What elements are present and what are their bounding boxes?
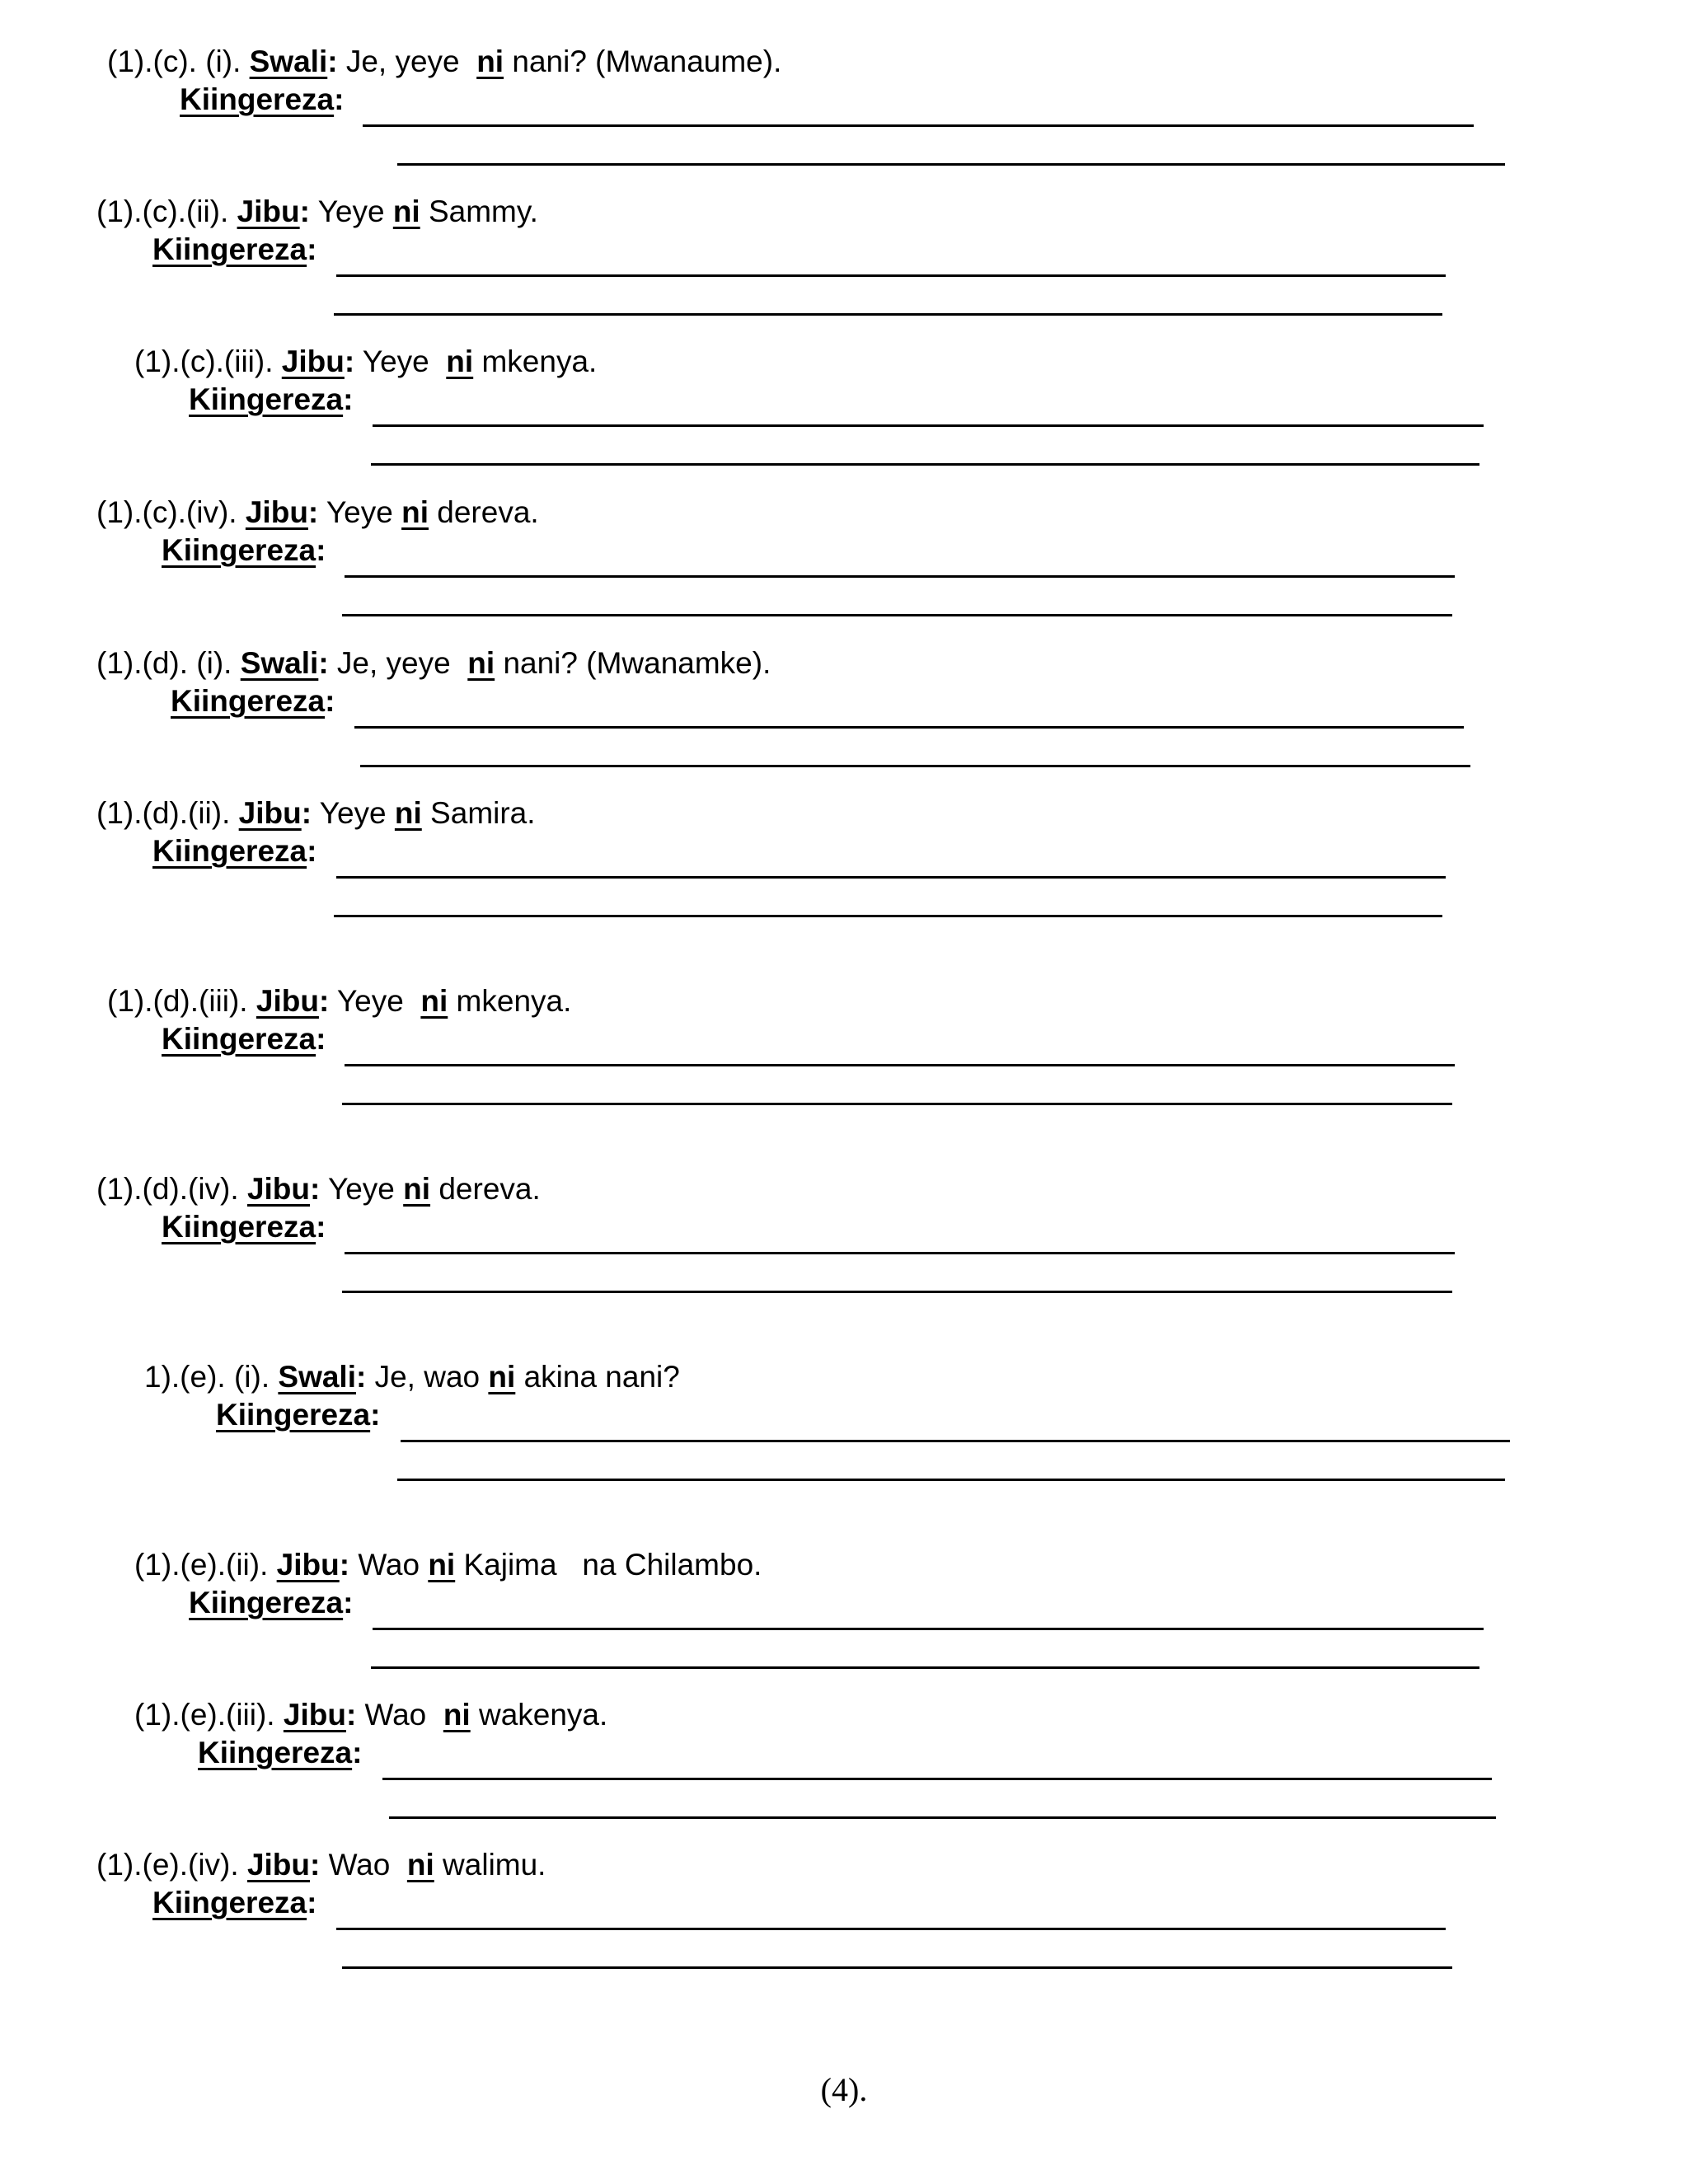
- translation-label-row: [189, 1584, 353, 1622]
- keyword-ni: ni: [406, 1848, 434, 1882]
- answer-line-2[interactable]: [397, 163, 1505, 166]
- translation-label-row: [162, 532, 326, 569]
- label-colon: :: [370, 1398, 381, 1432]
- text-before-keyword: Yeye: [329, 984, 421, 1018]
- label-colon: :: [318, 646, 329, 680]
- item-text: [134, 1546, 762, 1584]
- item-text: [144, 1358, 680, 1396]
- answer-line-2[interactable]: [397, 1479, 1505, 1481]
- translation-label-row: [189, 381, 353, 419]
- text-before-keyword: Yeye: [320, 1172, 404, 1206]
- item-text: [107, 982, 571, 1020]
- label-colon: :: [318, 984, 330, 1018]
- item-number: (1).(e).(iii).: [134, 1698, 284, 1732]
- text-before-keyword: Wao: [320, 1848, 407, 1882]
- label-colon: :: [307, 1886, 317, 1919]
- item-text: [134, 343, 597, 381]
- item-type-label: Jibu: [238, 796, 302, 830]
- keyword-ni: ni: [446, 344, 474, 378]
- keyword-ni: ni: [467, 646, 495, 680]
- label-colon: :: [299, 194, 310, 228]
- label-colon: :: [334, 82, 345, 116]
- label-colon: :: [345, 1698, 357, 1732]
- item-type-label: Jibu: [281, 344, 345, 378]
- answer-line-2[interactable]: [342, 614, 1452, 616]
- keyword-ni: ni: [392, 194, 420, 228]
- text-before-keyword: Yeye: [312, 796, 395, 830]
- answer-line-1[interactable]: [345, 575, 1455, 578]
- item-number: (1).(e).(iv).: [96, 1848, 247, 1882]
- item-text: [96, 794, 536, 832]
- answer-line-1[interactable]: [363, 124, 1474, 127]
- label-colon: :: [310, 1848, 321, 1882]
- translation-label-row: [152, 1884, 316, 1922]
- item-text: [96, 644, 771, 682]
- translation-label-row: [152, 832, 316, 870]
- text-before-keyword: Yeye: [309, 194, 393, 228]
- item-text: [96, 494, 539, 532]
- translation-label: Kiingereza: [198, 1736, 353, 1769]
- label-colon: :: [356, 1360, 367, 1394]
- label-colon: :: [339, 1548, 350, 1582]
- answer-line-2[interactable]: [334, 313, 1442, 316]
- item-number: (1).(d).(iv).: [96, 1172, 247, 1206]
- text-before-keyword: Je, wao: [366, 1360, 489, 1394]
- answer-line-2[interactable]: [334, 915, 1442, 917]
- label-colon: :: [316, 1210, 326, 1244]
- translation-label-row: [216, 1396, 380, 1434]
- item-text: [134, 1696, 607, 1734]
- item-number: (1).(d). (i).: [96, 646, 241, 680]
- keyword-ni: ni: [476, 45, 504, 78]
- answer-line-2[interactable]: [371, 463, 1479, 466]
- label-colon: :: [343, 1586, 354, 1619]
- item-type-label: Jibu: [256, 984, 319, 1018]
- text-before-keyword: Wao: [356, 1698, 443, 1732]
- text-before-keyword: Je, yeye: [337, 45, 477, 78]
- answer-line-1[interactable]: [373, 1628, 1484, 1630]
- translation-label: Kiingereza: [162, 1210, 316, 1244]
- keyword-ni: ni: [394, 796, 422, 830]
- answer-line-1[interactable]: [336, 274, 1446, 277]
- translation-label-row: [162, 1208, 326, 1246]
- answer-line-1[interactable]: [373, 424, 1484, 427]
- item-number: (1).(d).(iii).: [107, 984, 256, 1018]
- text-after-keyword: Samira.: [421, 796, 536, 830]
- label-colon: :: [343, 382, 354, 416]
- item-number: (1).(c). (i).: [107, 45, 250, 78]
- text-after-keyword: dereva.: [430, 1172, 541, 1206]
- text-after-keyword: akina nani?: [515, 1360, 680, 1394]
- translation-label: Kiingereza: [162, 1022, 316, 1056]
- answer-line-1[interactable]: [345, 1064, 1455, 1066]
- answer-line-1[interactable]: [354, 726, 1464, 729]
- keyword-ni: ni: [401, 495, 429, 529]
- text-after-keyword: nani? (Mwanaume).: [504, 45, 782, 78]
- translation-label-row: [198, 1734, 362, 1772]
- label-colon: :: [307, 834, 317, 868]
- text-after-keyword: nani? (Mwanamke).: [495, 646, 771, 680]
- item-number: (1).(c).(ii).: [96, 194, 237, 228]
- label-colon: :: [307, 495, 319, 529]
- item-type-label: Swali: [240, 646, 319, 680]
- label-colon: :: [310, 1172, 321, 1206]
- text-before-keyword: Je, yeye: [328, 646, 468, 680]
- translation-label-row: [171, 682, 335, 720]
- answer-line-1[interactable]: [382, 1778, 1492, 1780]
- keyword-ni: ni: [488, 1360, 516, 1394]
- item-number: (1).(c).(iii).: [134, 344, 282, 378]
- item-number: 1).(e). (i).: [144, 1360, 279, 1394]
- text-after-keyword: mkenya.: [448, 984, 572, 1018]
- item-text: [96, 1846, 546, 1884]
- label-colon: :: [344, 344, 355, 378]
- keyword-ni: ni: [420, 984, 448, 1018]
- text-after-keyword: mkenya.: [473, 344, 598, 378]
- translation-label: Kiingereza: [171, 684, 326, 718]
- label-colon: :: [327, 45, 338, 78]
- item-type-label: Jibu: [245, 495, 308, 529]
- item-type-label: Jibu: [237, 194, 300, 228]
- item-type-label: Swali: [249, 45, 328, 78]
- label-colon: :: [352, 1736, 363, 1769]
- text-before-keyword: Wao: [349, 1548, 429, 1582]
- label-colon: :: [316, 1022, 326, 1056]
- keyword-ni: ni: [443, 1698, 471, 1732]
- page-number: (4).: [820, 2071, 868, 2108]
- label-colon: :: [325, 684, 335, 718]
- text-after-keyword: dereva.: [428, 495, 539, 529]
- item-type-label: Jibu: [246, 1172, 310, 1206]
- translation-label: Kiingereza: [162, 533, 316, 567]
- answer-line-1[interactable]: [345, 1252, 1455, 1254]
- text-after-keyword: wakenya.: [470, 1698, 608, 1732]
- translation-label-row: [162, 1020, 326, 1058]
- answer-line-2[interactable]: [342, 1291, 1452, 1293]
- translation-label: Kiingereza: [189, 1586, 344, 1619]
- item-number: (1).(e).(ii).: [134, 1548, 277, 1582]
- answer-line-2[interactable]: [371, 1666, 1479, 1669]
- item-text: [96, 193, 538, 231]
- answer-line-2[interactable]: [342, 1966, 1452, 1969]
- answer-line-1[interactable]: [336, 876, 1446, 879]
- translation-label-row: [180, 81, 344, 119]
- label-colon: :: [301, 796, 312, 830]
- translation-label: Kiingereza: [189, 382, 344, 416]
- translation-label: Kiingereza: [180, 82, 335, 116]
- label-colon: :: [307, 232, 317, 266]
- translation-label: Kiingereza: [152, 232, 307, 266]
- item-type-label: Jibu: [246, 1848, 310, 1882]
- item-type-label: Jibu: [283, 1698, 346, 1732]
- translation-label: Kiingereza: [152, 1886, 307, 1919]
- text-before-keyword: Yeye: [354, 344, 447, 378]
- text-after-keyword: Kajima na Chilambo.: [455, 1548, 762, 1582]
- label-colon: :: [316, 533, 326, 567]
- item-type-label: Swali: [278, 1360, 356, 1394]
- translation-label-row: [152, 231, 316, 269]
- item-text: [107, 43, 781, 81]
- item-number: (1).(d).(ii).: [96, 796, 239, 830]
- item-text: [96, 1170, 541, 1208]
- text-after-keyword: Sammy.: [420, 194, 538, 228]
- item-type-label: Jibu: [276, 1548, 340, 1582]
- answer-line-2[interactable]: [389, 1816, 1496, 1819]
- text-before-keyword: Yeye: [318, 495, 402, 529]
- keyword-ni: ni: [428, 1548, 456, 1582]
- answer-line-2[interactable]: [342, 1103, 1452, 1105]
- answer-line-1[interactable]: [336, 1928, 1446, 1930]
- translation-label: Kiingereza: [216, 1398, 371, 1432]
- translation-label: Kiingereza: [152, 834, 307, 868]
- answer-line-1[interactable]: [401, 1440, 1510, 1442]
- item-number: (1).(c).(iv).: [96, 495, 246, 529]
- keyword-ni: ni: [403, 1172, 431, 1206]
- answer-line-2[interactable]: [360, 765, 1470, 767]
- text-after-keyword: walimu.: [434, 1848, 546, 1882]
